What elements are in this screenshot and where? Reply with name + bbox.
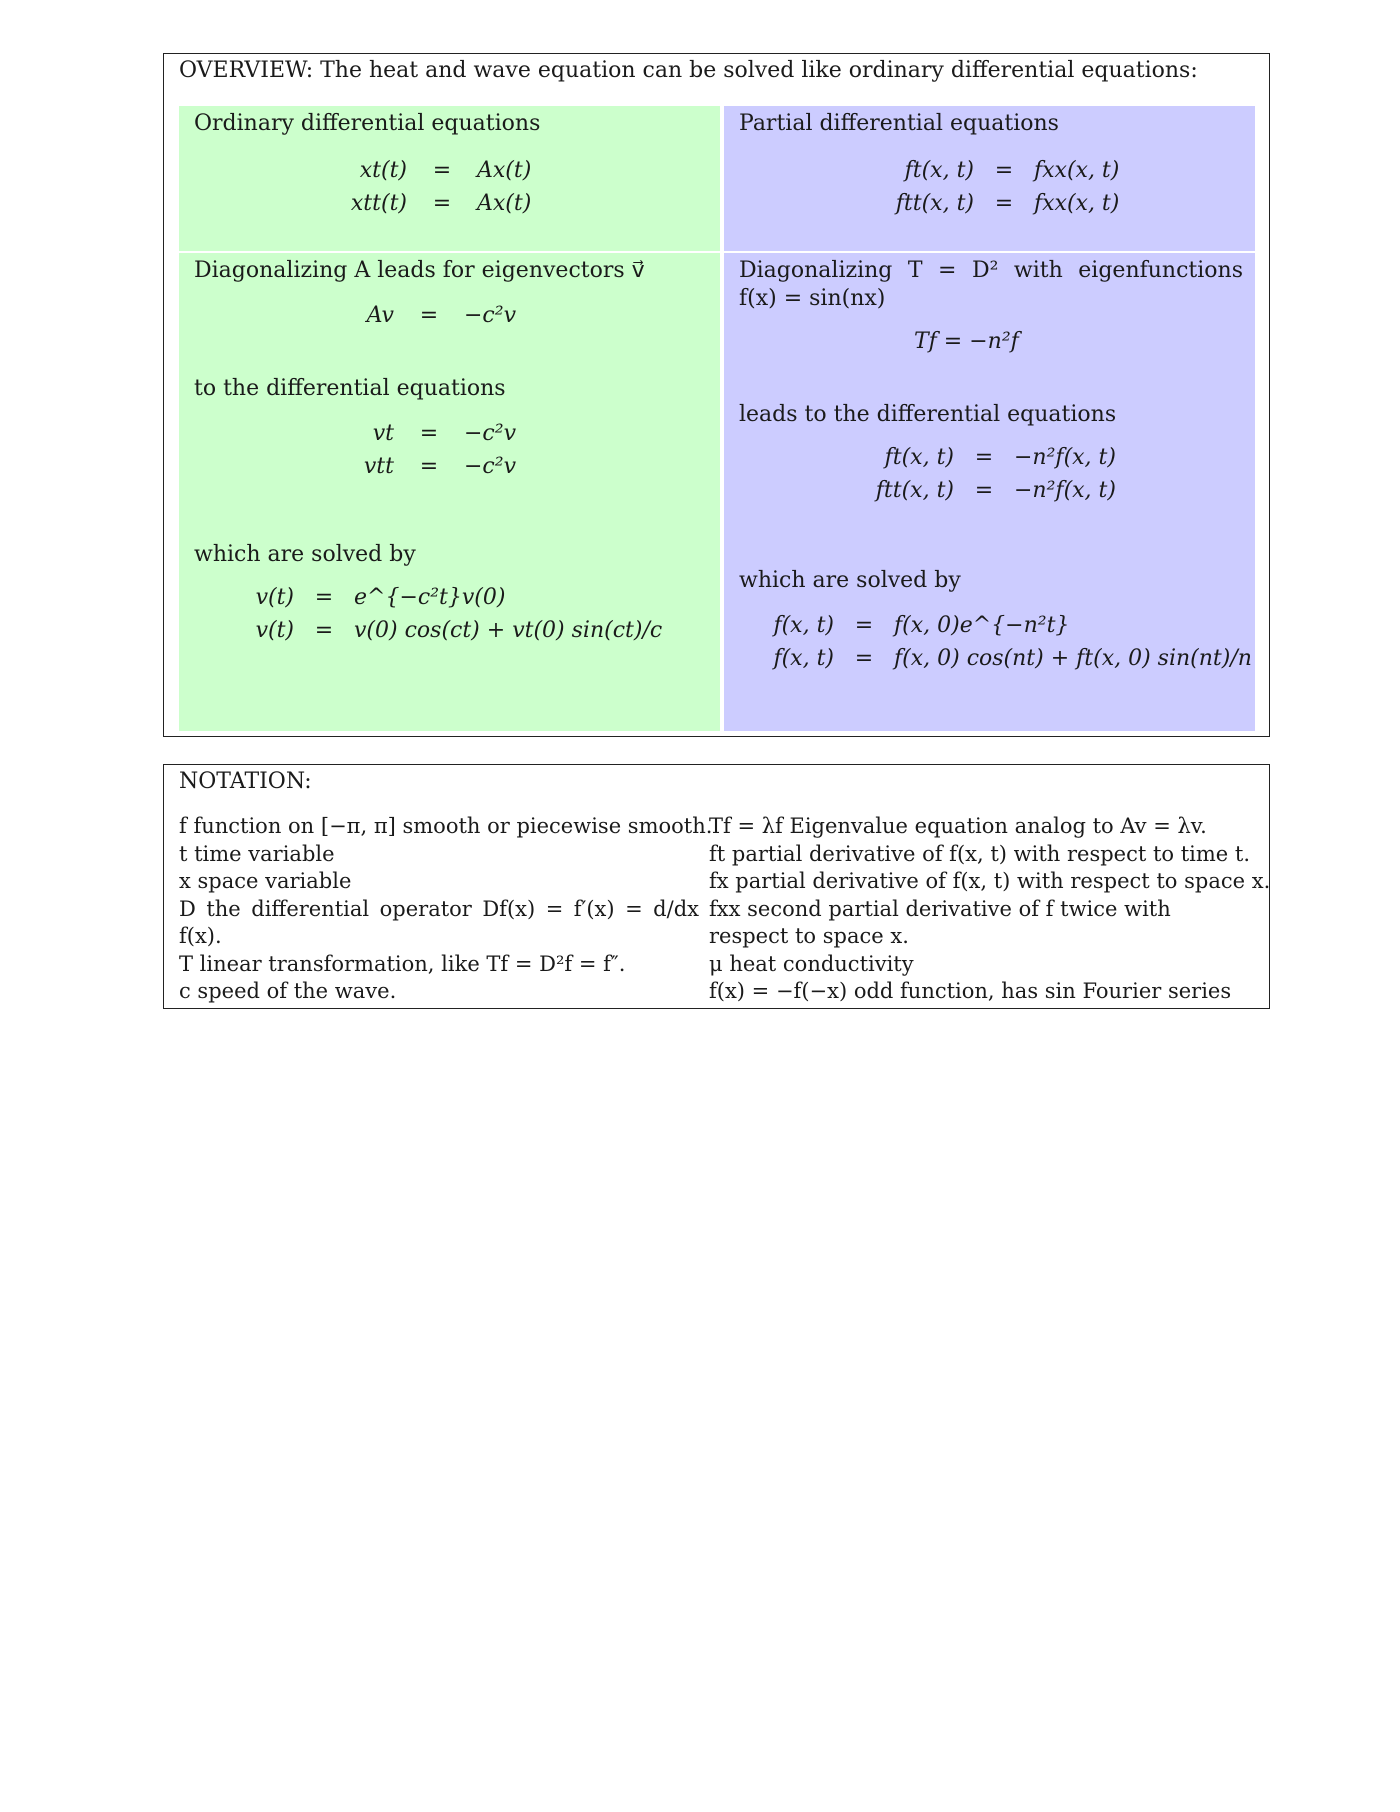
notation-item: μ heat conductivity xyxy=(709,951,914,976)
pde-leads-text: leads to the differential equations xyxy=(739,402,1117,427)
ode-eigen-eq: Av = −c²v xyxy=(366,303,517,328)
notation-item: f(x) = −f(−x) odd function, has sin Fourier series xyxy=(709,979,1232,1003)
notation-box xyxy=(163,764,1270,1009)
pde-eigen-eq: Tf = −n²f xyxy=(914,329,1019,354)
notation-item: Tf = λf Eigenvalue equation analog to Av = λv. xyxy=(709,814,1207,838)
ode-de-system: vt = −c²v vtt = −c²v xyxy=(363,421,517,479)
pde-rhs-1: fxx(x, t) xyxy=(1034,158,1120,183)
notation-title: NOTATION: xyxy=(179,769,312,794)
notation-item: ft partial derivative of f(x, t) with respect to time t. xyxy=(709,841,1251,866)
ode-body-panel xyxy=(179,253,720,731)
ode-header-panel xyxy=(179,106,720,251)
notation-item: T linear transformation, like Tf = D²f = f″. xyxy=(179,951,626,976)
pde-header-panel xyxy=(724,106,1255,251)
ode-solution: v(t) = e^{−c²t}v(0) v(t) = v(0) cos(ct) + vt(0) sin(ct)/c xyxy=(255,585,663,643)
pde-lhs-1: ft(x, t) xyxy=(904,158,974,183)
ode-rhs-1: Ax(t) xyxy=(477,158,532,183)
notation-item: fx partial derivative of f(x, t) with respect to space x. xyxy=(709,869,1271,893)
pde-diag-text: Diagonalizing T = D² with eigenfunctions f(x) = sin(nx) xyxy=(739,258,1243,311)
pde-de-system: ft(x, t) = −n²f(x, t) ftt(x, t) = −n²f(x, t) xyxy=(875,445,1116,503)
pde-body-panel xyxy=(724,253,1255,731)
pde-system: ft(x, t) = fxx(x, t) ftt(x, t) = fxx(x, t) xyxy=(874,154,1119,220)
ode-rhs-2: Ax(t) xyxy=(477,191,532,216)
ode-system: xt(t) = Ax(t) xtt(t) = Ax(t) xyxy=(347,154,531,220)
notation-item: t time variable xyxy=(179,841,335,866)
notation-item: fxx second partial derivative of f twice with respect to space x. xyxy=(709,896,1171,948)
notation-left-column xyxy=(179,813,713,1006)
pde-rhs-2: fxx(x, t) xyxy=(1034,191,1120,216)
notation-item: c speed of the wave. xyxy=(179,979,397,1003)
ode-diag-text: Diagonalizing A leads for eigenvectors v⃗ xyxy=(194,258,645,283)
pde-solution: f(x, t) = f(x, 0)e^{−n²t} f(x, t) = f(x, 0) cos(nt) + ft(x, 0) sin(nt)/n xyxy=(773,613,1252,671)
ode-lhs-2: xtt(t) xyxy=(350,191,407,216)
pde-header: Partial differential equations xyxy=(739,111,1059,136)
notation-right-column xyxy=(709,813,1271,1006)
ode-lhs-1: xt(t) xyxy=(359,158,407,183)
overview-box xyxy=(163,53,1270,737)
notation-item: D the differential operator Df(x) = f′(x) = d/dx f(x). xyxy=(179,896,699,948)
ode-solved-text: which are solved by xyxy=(194,542,416,567)
pde-lhs-2: ftt(x, t) xyxy=(895,191,974,216)
overview-title: OVERVIEW: The heat and wave equation can be solved like ordinary differential equations: xyxy=(179,58,1198,83)
ode-to-text: to the differential equations xyxy=(194,376,506,401)
ode-header: Ordinary differential equations xyxy=(194,111,541,136)
notation-item: f function on [−π, π] smooth or piecewise smooth. xyxy=(179,814,713,838)
pde-solved-text: which are solved by xyxy=(739,568,961,593)
notation-item: x space variable xyxy=(179,869,352,893)
